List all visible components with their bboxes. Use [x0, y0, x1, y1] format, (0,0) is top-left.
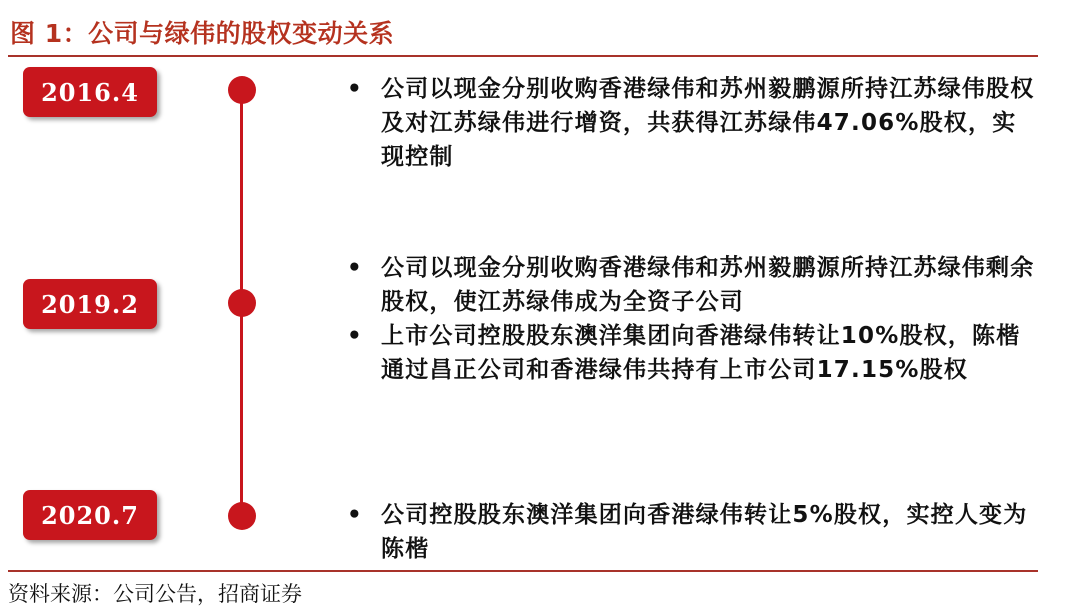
event-bullet — [345, 72, 1035, 174]
figure-title: 图 1：公司与绿伟的股权变动关系 — [10, 19, 395, 48]
event-bullet — [345, 498, 1035, 566]
bottom-rule — [8, 570, 1038, 572]
bullet-dot-icon: • — [347, 502, 363, 528]
event-bullet — [345, 251, 1035, 319]
event-text: 公司以现金分别收购香港绿伟和苏州毅鹏源所持江苏绿伟股权及对江苏绿伟进行增资，共获得江苏绿伟47.06%股权，实现控制 — [381, 76, 1035, 170]
top-rule — [8, 55, 1038, 57]
event-text: 公司控股股东澳洋集团向香港绿伟转让5%股权，实控人变为陈楷 — [381, 502, 1028, 562]
bullet-dot-icon: • — [347, 323, 363, 349]
event-bullet — [345, 319, 1035, 387]
event-text: 上市公司控股股东澳洋集团向香港绿伟转让10%股权，陈楷通过昌正公司和香港绿伟共持有上市公司17.15%股权 — [381, 323, 1021, 383]
year-badge-2016: 2016.4 — [23, 67, 157, 117]
timeline-dot — [228, 289, 256, 317]
bullet-dot-icon: • — [347, 255, 363, 281]
event-bullets-2019 — [345, 251, 1035, 387]
timeline-dot — [228, 502, 256, 530]
source-note: 资料来源：公司公告，招商证券 — [8, 582, 302, 606]
year-badge-2020: 2020.7 — [23, 490, 157, 540]
year-badge-2019: 2019.2 — [23, 279, 157, 329]
event-text: 公司以现金分别收购香港绿伟和苏州毅鹏源所持江苏绿伟剩余股权，使江苏绿伟成为全资子公司 — [381, 255, 1035, 315]
event-bullets-2020 — [345, 498, 1035, 566]
event-bullets-2016 — [345, 72, 1035, 174]
bullet-dot-icon: • — [347, 76, 363, 102]
timeline-dot — [228, 76, 256, 104]
